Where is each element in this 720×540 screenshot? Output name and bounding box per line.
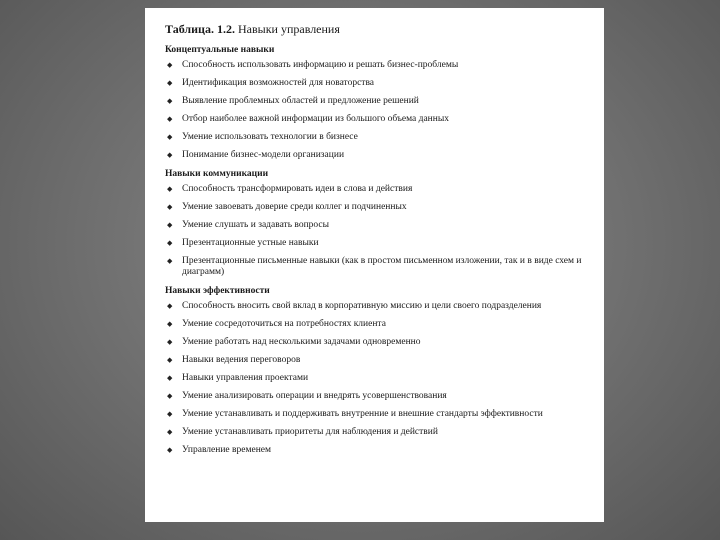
diamond-bullet-icon: ◆ (167, 301, 173, 310)
document-title (165, 22, 594, 36)
skills-list (165, 301, 594, 456)
list-item-text: Понимание бизнес-модели организации (182, 150, 345, 160)
list-item (165, 114, 594, 125)
diamond-bullet-icon: ◆ (167, 61, 173, 69)
list-item-text: Выявление проблемных областей и предложение решений (182, 96, 419, 106)
section-heading: Навыки коммуникации (165, 169, 269, 179)
list-item (165, 391, 594, 402)
diamond-bullet-icon: ◆ (167, 409, 173, 418)
list-item (165, 238, 594, 249)
list-item-text: Умение слушать и задавать вопросы (182, 220, 329, 230)
list-item (165, 96, 594, 107)
list-item (165, 132, 594, 143)
section-heading: Концептуальные навыки (165, 45, 275, 55)
diamond-bullet-icon: ◆ (167, 115, 173, 123)
list-item-text: Способность вносить свой вклад в корпоративную миссию и цели своего подразделения (182, 300, 542, 311)
diamond-bullet-icon: ◆ (167, 257, 173, 265)
diamond-bullet-icon: ◆ (167, 391, 173, 400)
list-item (165, 373, 594, 384)
diamond-bullet-icon: ◆ (167, 203, 173, 211)
list-item (165, 301, 594, 312)
list-item (165, 337, 594, 348)
diamond-bullet-icon: ◆ (167, 373, 173, 382)
diamond-bullet-icon: ◆ (167, 221, 173, 229)
list-item-text: Навыки ведения переговоров (182, 354, 301, 365)
list-item (165, 355, 594, 366)
diamond-bullet-icon: ◆ (167, 133, 173, 141)
diamond-bullet-icon: ◆ (167, 337, 173, 346)
list-item (165, 319, 594, 330)
list-item (165, 409, 594, 420)
list-item (165, 256, 594, 277)
diamond-bullet-icon: ◆ (167, 151, 173, 159)
diamond-bullet-icon: ◆ (167, 355, 173, 364)
list-item-text: Идентификация возможностей для новаторства (182, 78, 375, 88)
list-item-text: Способность использовать информацию и решать бизнес-проблемы (182, 60, 459, 70)
skills-list (165, 184, 594, 277)
list-item-text: Умение сосредоточиться на потребностях клиента (182, 318, 386, 329)
section-effectiveness-skills (165, 285, 594, 456)
list-item (165, 78, 594, 89)
section-heading: Навыки эффективности (165, 285, 270, 296)
diamond-bullet-icon: ◆ (167, 445, 173, 454)
diamond-bullet-icon: ◆ (167, 319, 173, 328)
list-item (165, 202, 594, 213)
diamond-bullet-icon: ◆ (167, 97, 173, 105)
list-item-text: Презентационные устные навыки (182, 238, 319, 248)
list-item (165, 60, 594, 71)
title-number: Таблица. 1.2. (165, 22, 235, 36)
list-item-text: Умение завоевать доверие среди коллег и подчиненных (182, 202, 407, 212)
diamond-bullet-icon: ◆ (167, 185, 173, 193)
list-item (165, 150, 594, 161)
diamond-bullet-icon: ◆ (167, 427, 173, 436)
diamond-bullet-icon: ◆ (167, 79, 173, 87)
list-item-text: Умение использовать технологии в бизнесе (182, 132, 358, 142)
section-conceptual-skills (165, 44, 594, 161)
list-item-text: Управление временем (182, 444, 272, 455)
list-item (165, 445, 594, 456)
list-item (165, 427, 594, 438)
list-item-text: Умение устанавливать и поддерживать внутренние и внешние стандарты эффективности (182, 408, 543, 419)
title-text: Навыки управления (234, 22, 340, 36)
list-item-text: Умение устанавливать приоритеты для наблюдения и действий (182, 426, 438, 437)
skills-list (165, 60, 594, 161)
list-item (165, 184, 594, 195)
diamond-bullet-icon: ◆ (167, 239, 173, 247)
list-item-text: Умение анализировать операции и внедрять усовершенствования (182, 390, 447, 401)
list-item-text: Отбор наиболее важной информации из большого объема данных (182, 114, 449, 124)
section-communication-skills (165, 168, 594, 277)
document-page (145, 8, 604, 522)
list-item-text: Умение работать над несколькими задачами одновременно (182, 336, 421, 347)
list-item-text: Навыки управления проектами (182, 372, 309, 383)
list-item (165, 220, 594, 231)
list-item-text: Способность трансформировать идеи в слова и действия (182, 184, 413, 194)
list-item-text: Презентационные письменные навыки (как в простом письменном изложении, так и в виде схем и диаграмм) (182, 256, 582, 277)
